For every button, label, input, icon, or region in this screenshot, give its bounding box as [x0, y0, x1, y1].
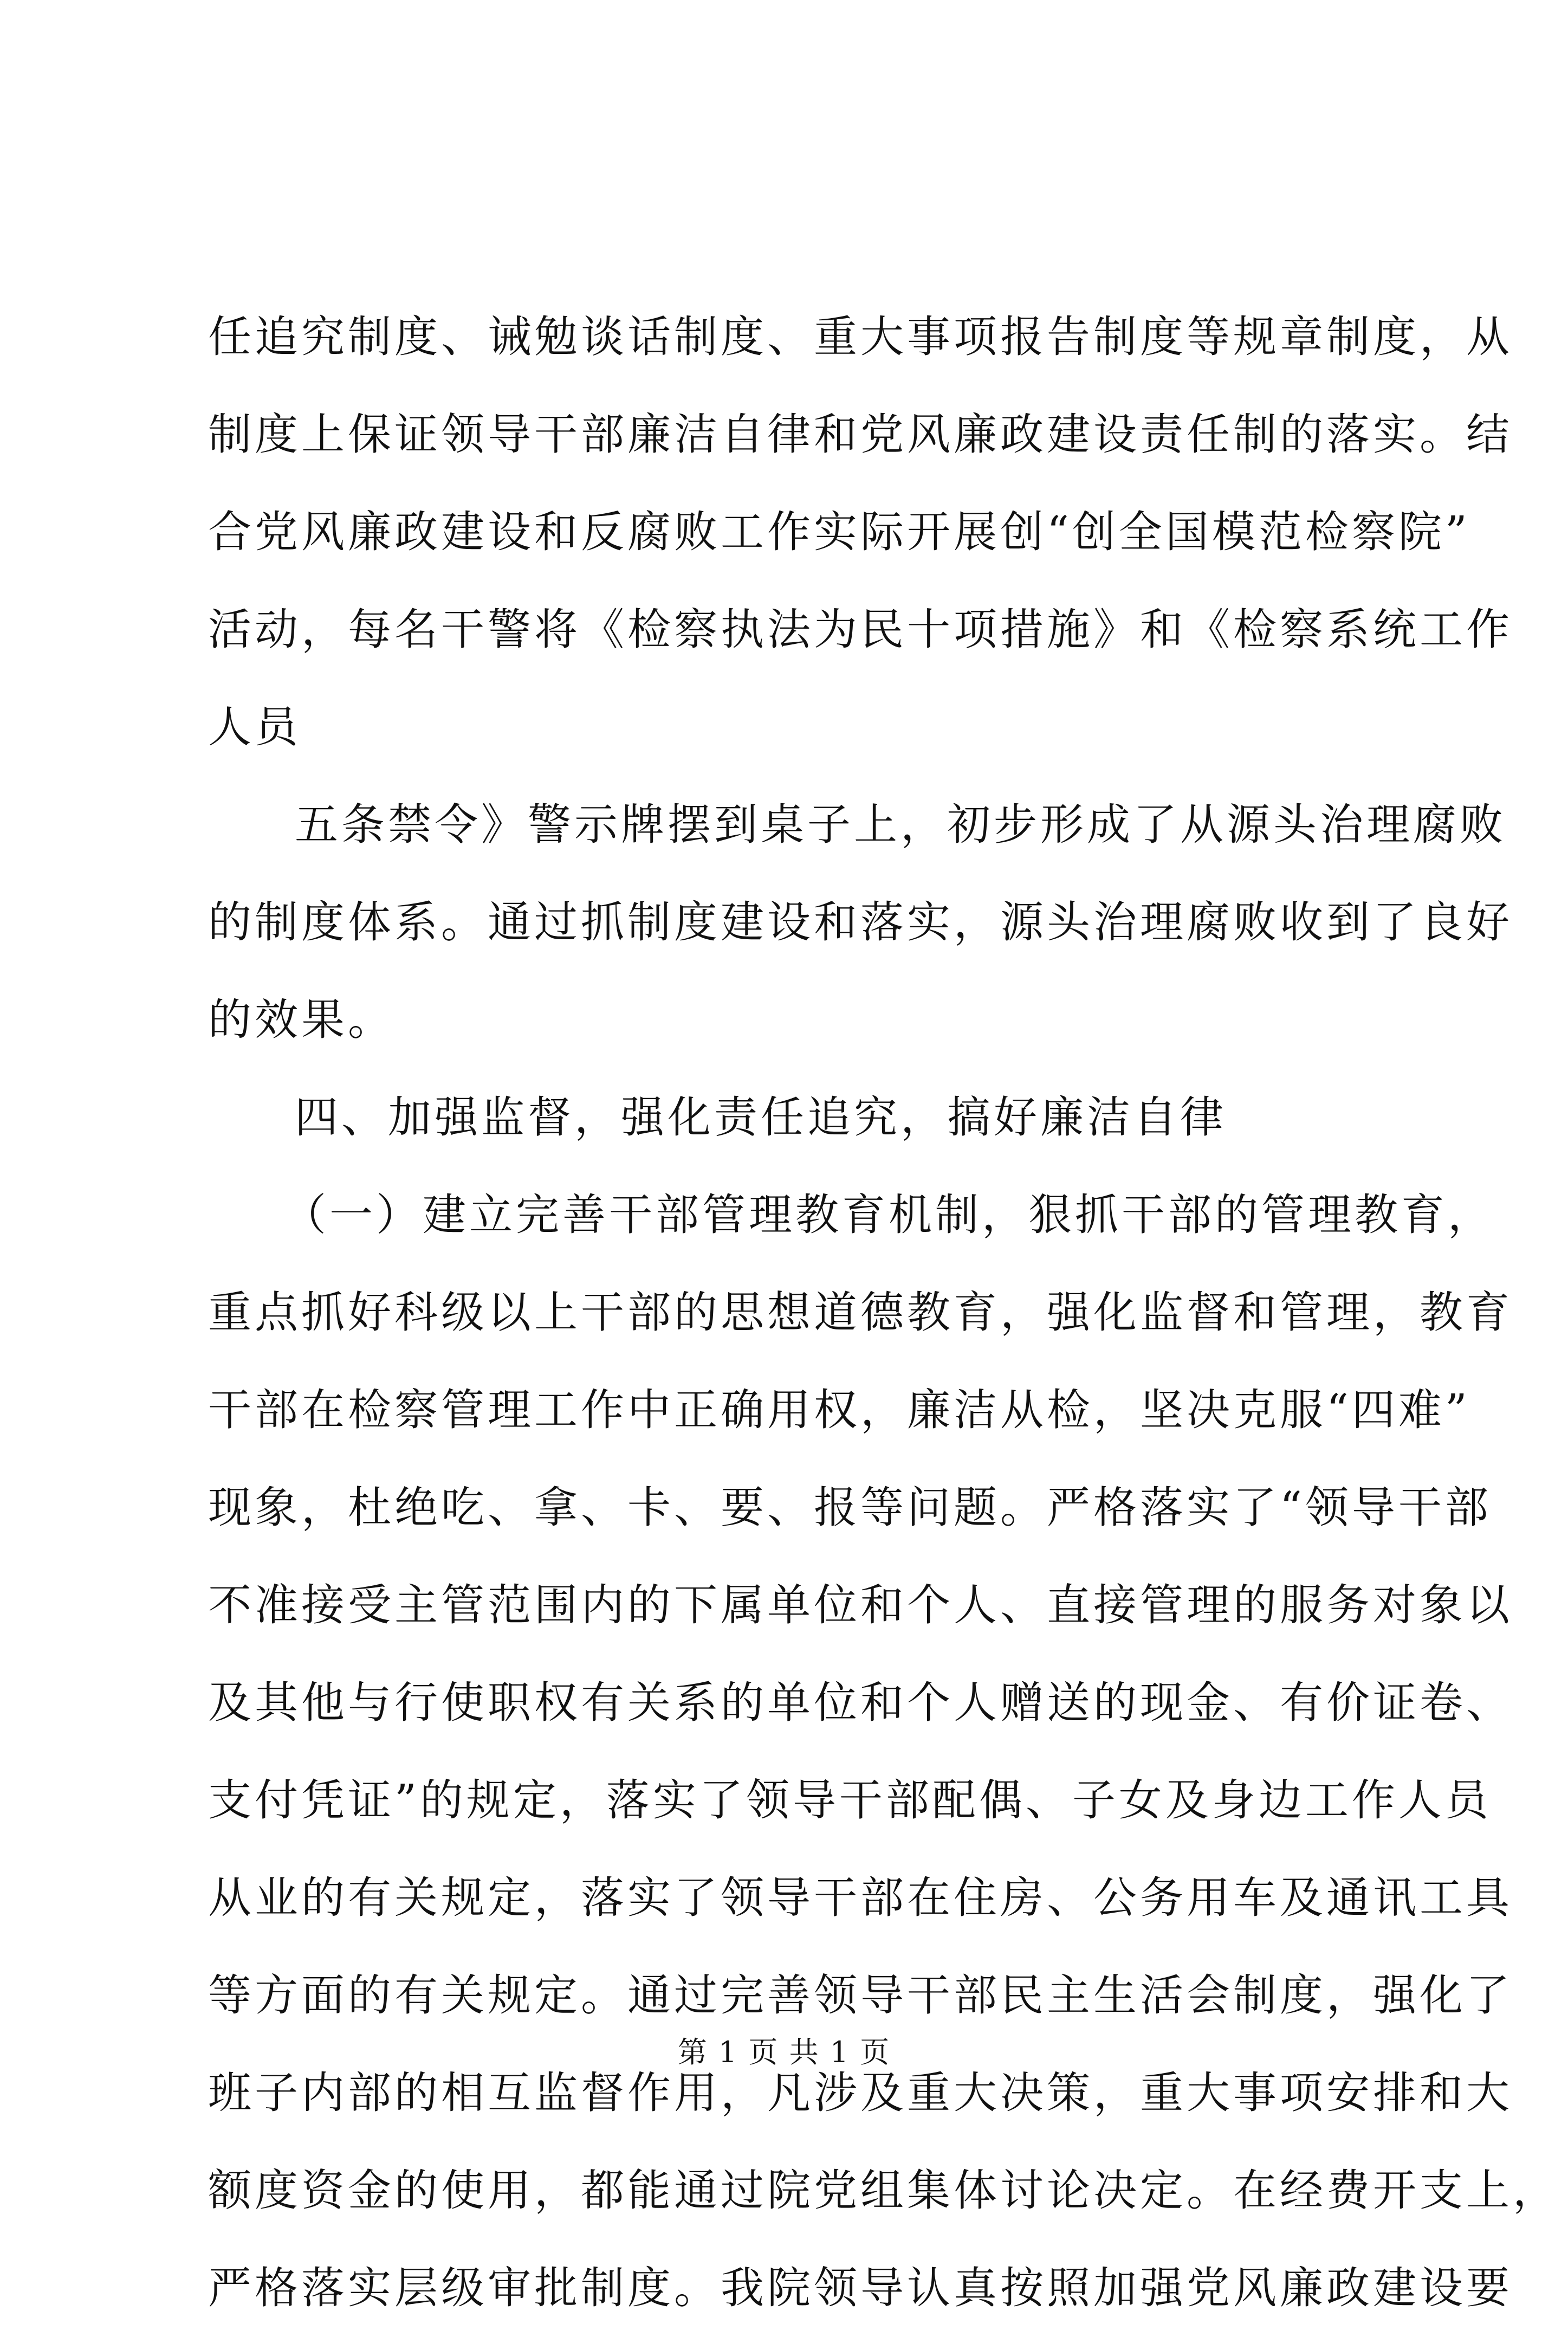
- text-line: 干部在检察管理工作中正确用权，廉洁从检，坚决克服“四难”: [208, 1385, 1470, 1435]
- text-line: 任追究制度、诫勉谈话制度、重大事项报告制度等规章制度，从: [208, 312, 1513, 362]
- text-line: 合党风廉政建设和反腐败工作实际开展创“创全国模范检察院”: [208, 507, 1470, 557]
- text-line: （一）建立完善干部管理教育机制，狠抓干部的管理教育，: [283, 1190, 1494, 1240]
- text-line: 重点抓好科级以上干部的思想道德教育，强化监督和管理，教育: [208, 1287, 1513, 1338]
- text-line: 的效果。: [208, 995, 394, 1045]
- body-text: [208, 288, 1559, 2337]
- page-footer: [0, 2033, 1568, 2071]
- text-line: 现象，杜绝吃、拿、卡、要、报等问题。严格落实了“领导干部: [208, 1482, 1492, 1533]
- section-heading: 四、加强监督，强化责任追究，搞好廉洁自律: [295, 1092, 1227, 1142]
- text-line: 的制度体系。通过抓制度建设和落实，源头治理腐败收到了良好: [208, 897, 1513, 947]
- page-number-label: 第 1 页 共 1 页: [677, 2035, 891, 2069]
- text-line: 从业的有关规定，落实了领导干部在住房、公务用车及通讯工具: [208, 1873, 1513, 1923]
- text-line: 班子内部的相互监督作用，凡涉及重大决策，重大事项安排和大: [208, 2068, 1513, 2118]
- text-line: 制度上保证领导干部廉洁自律和党风廉政建设责任制的落实。结: [208, 409, 1513, 460]
- text-line: 支付凭证”的规定，落实了领导干部配偶、子女及身边工作人员: [208, 1775, 1492, 1825]
- text-line: 严格落实层级审批制度。我院领导认真按照加强党风廉政建设要: [208, 2263, 1513, 2313]
- text-line: 不准接受主管范围内的下属单位和个人、直接管理的服务对象以: [208, 1580, 1513, 1630]
- text-line: 活动，每名干警将《检察执法为民十项措施》和《检察系统工作: [208, 604, 1513, 655]
- text-line: 额度资金的使用，都能通过院党组集体讨论决定。在经费开支上，: [208, 2165, 1559, 2216]
- text-line: 五条禁令》警示牌摆到桌子上，初步形成了从源头治理腐败: [295, 799, 1506, 850]
- text-line: 及其他与行使职权有关系的单位和个人赠送的现金、有价证卷、: [208, 1677, 1513, 1728]
- text-line: 等方面的有关规定。通过完善领导干部民主生活会制度，强化了: [208, 1970, 1513, 2020]
- text-line: 人员: [208, 702, 301, 752]
